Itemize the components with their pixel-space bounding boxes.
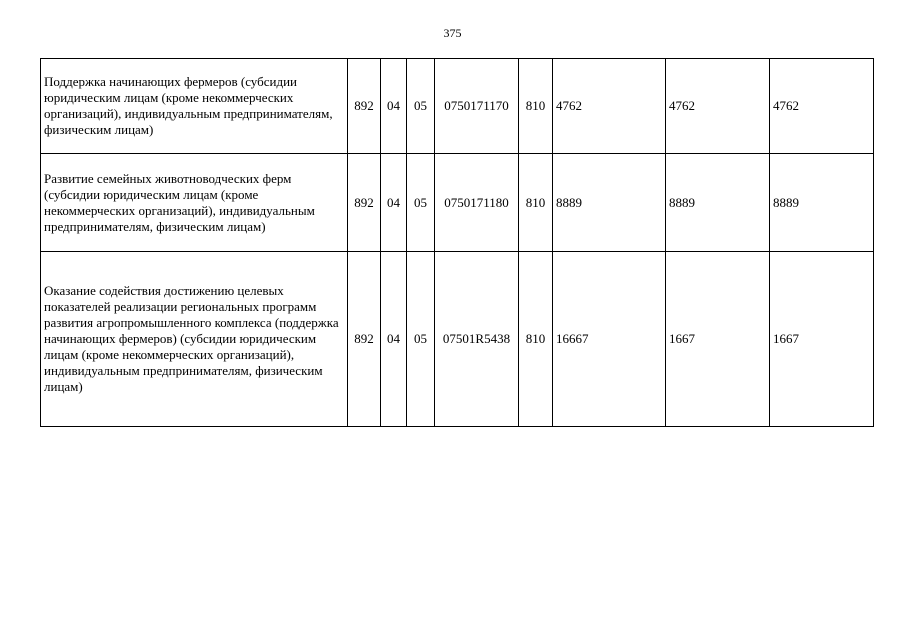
ministry-code: 892 [348,59,381,154]
row-description: Оказание содействия достижению целевых показателей реализации региональных программ развития агропромышленного комплекса (поддержка начинающих фермеров) (субсидии юридическим лицам (кроме некоммерческих организаций), индивидуальным предпринимателям, физическим лицам) [41,252,348,427]
ministry-code: 892 [348,252,381,427]
amount-year-1: 16667 [553,252,666,427]
table-row [41,154,874,252]
expense-type-code: 810 [519,252,553,427]
row-description: Развитие семейных животноводческих ферм (субсидии юридическим лицам (кроме некоммерческих организаций), индивидуальным предпринимателям, физическим лицам) [41,154,348,252]
section-code: 04 [381,252,407,427]
section-code: 04 [381,59,407,154]
ministry-code: 892 [348,154,381,252]
budget-table [40,58,874,427]
subsection-code: 05 [407,154,435,252]
subsection-code: 05 [407,252,435,427]
section-code: 04 [381,154,407,252]
expense-type-code: 810 [519,59,553,154]
expense-type-code: 810 [519,154,553,252]
row-description: Поддержка начинающих фермеров (субсидии юридическим лицам (кроме некоммерческих организаций), индивидуальным предпринимателям, физическим лицам) [41,59,348,154]
amount-year-1: 8889 [553,154,666,252]
page-number: 375 [443,26,462,40]
target-article-code: 0750171180 [435,154,519,252]
target-article-code: 07501R5438 [435,252,519,427]
amount-year-3: 8889 [770,154,874,252]
amount-year-1: 4762 [553,59,666,154]
subsection-code: 05 [407,59,435,154]
amount-year-2: 4762 [666,59,770,154]
amount-year-2: 1667 [666,252,770,427]
amount-year-3: 1667 [770,252,874,427]
amount-year-3: 4762 [770,59,874,154]
amount-year-2: 8889 [666,154,770,252]
table-row [41,252,874,427]
target-article-code: 0750171170 [435,59,519,154]
table-row [41,59,874,154]
